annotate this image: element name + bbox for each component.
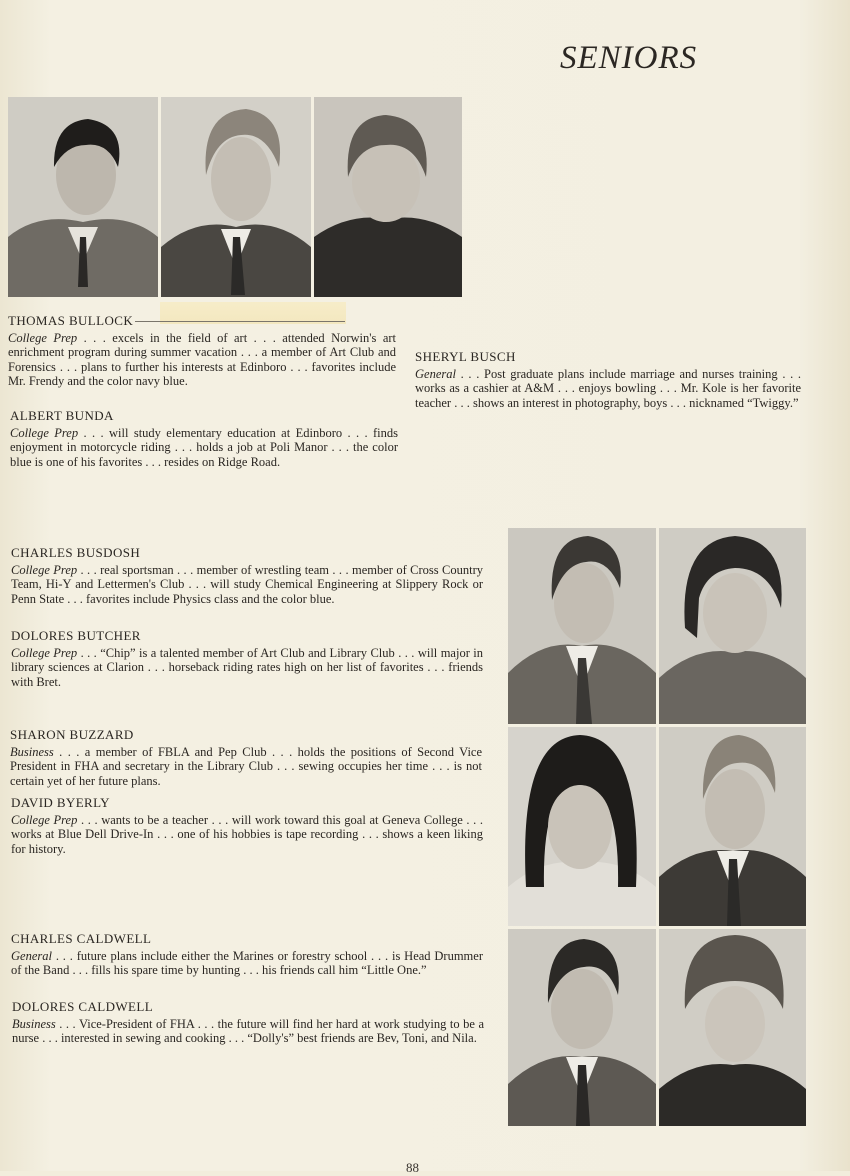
bio-albert-bunda: ALBERT BUNDA College Prep . . . will study elementary education at Edinboro . . . finds enjoyment in motorcycle riding . . . holds a job at Poli Manor . . . the color blue is one of his favorites . . . resides on Ridge Road. <box>10 408 399 469</box>
course-label: General <box>415 366 456 381</box>
bio-text: Vice-President of FHA . . . the future will find her hard at work studying to be a nurse . . . interested in sewing and cooking . . . “Dolly's” best friends are Bev, Toni, and Nila. <box>12 1016 484 1045</box>
student-name: DOLORES CALDWELL <box>12 999 154 1014</box>
student-name: DAVID BYERLY <box>11 795 110 810</box>
course-label: College Prep <box>11 645 78 660</box>
bio-text: wants to be a teacher . . . will work toward this goal at Geneva College . . . works at Blue Dell Drive-In . . . one of his hobbies is tape recording . . . shows a keen liking for history. <box>11 812 484 856</box>
student-name: CHARLES BUSDOSH <box>11 545 141 560</box>
course-label: General <box>11 948 52 963</box>
student-name: CHARLES CALDWELL <box>11 931 152 946</box>
bio-text: future plans include either the Marines or forestry school . . . is Head Drummer of the Band . . . fills his spare time by hunting . . . his friends call him “Little One.” <box>11 948 483 977</box>
course-label: Business <box>12 1016 56 1031</box>
bio-text: excels in the field of art . . . attended Norwin's art enrichment program during summer vacation . . . a member of Art Club and Forensics . . . plans to further his interests at Edinboro . . . favorites include Mr. Frendy and the color navy blue. <box>8 330 397 388</box>
page-number: 88 <box>406 1160 419 1175</box>
student-name: SHERYL BUSCH <box>415 349 516 364</box>
student-name: DOLORES BUTCHER <box>11 628 141 643</box>
course-label: College Prep <box>10 425 79 440</box>
portrait-charles-busdosh <box>508 528 656 724</box>
portrait-sharon-buzzard <box>508 727 656 926</box>
bio-charles-caldwell: CHARLES CALDWELL General . . . future plans include either the Marines or forestry school . . . is Head Drummer of the Band . . . fills his spare time by hunting . . . his friends call him “Little One.” <box>11 931 483 977</box>
bio-sheryl-busch: SHERYL BUSCH General . . . Post graduate plans include marriage and nurses training . . . works as a cashier at A&M . . . enjoys bowling . . . Mr. Kole is her favorite teacher . . . shows an interest in photography, boys . . . nicknamed “Twiggy.” <box>415 349 802 410</box>
page-title: SENIORS <box>560 40 698 76</box>
portrait-david-byerly <box>659 727 806 926</box>
bio-thomas-bullock: THOMAS BULLOCK College Prep . . . excels in the field of art . . . attended Norwin's art enrichment program during summer vacation . . . a member of Art Club and Forensics . . . plans to further his interests at Edinboro . . . favorites include Mr. Frendy and the color navy blue. <box>8 313 397 388</box>
bio-david-byerly: DAVID BYERLY College Prep . . . wants to be a teacher . . . will work toward this goal at Geneva College . . . works at Blue Dell Drive-In . . . one of his hobbies is tape recording . . . shows a keen liking for history. <box>11 795 484 856</box>
portrait-dolores-butcher <box>659 528 806 724</box>
portrait-sheryl-busch <box>314 97 462 297</box>
student-name: THOMAS BULLOCK <box>8 313 134 328</box>
course-label: College Prep <box>11 562 78 577</box>
bio-charles-busdosh: CHARLES BUSDOSH College Prep . . . real sportsman . . . member of wrestling team . . . member of Cross Country Team, Hi-Y and Lettermen's Club . . . will study Chemical Engineering at Slippery Rock or Penn State . . . favorites include Physics class and the color blue. <box>11 545 483 606</box>
bio-dolores-caldwell: DOLORES CALDWELL Business . . . Vice-President of FHA . . . the future will find her hard at work studying to be a nurse . . . interested in sewing and cooking . . . “Dolly's” best friends are Bev, Toni, and Nila. <box>12 999 484 1045</box>
bio-text: Post graduate plans include marriage and nurses training . . . works as a cashier at A&M . . . enjoys bowling . . . Mr. Kole is her favorite teacher . . . shows an interest in photography, boys . . . nicknamed “Twiggy.” <box>415 366 802 410</box>
portrait-dolores-caldwell <box>659 929 806 1126</box>
course-label: Business <box>10 744 54 759</box>
portrait-albert-bunda <box>161 97 311 297</box>
student-name: SHARON BUZZARD <box>10 727 134 742</box>
portrait-charles-caldwell <box>508 929 656 1126</box>
course-label: College Prep <box>11 812 78 827</box>
portrait-thomas-bullock <box>8 97 158 297</box>
bio-text: real sportsman . . . member of wrestling team . . . member of Cross Country Team, Hi-Y and Lettermen's Club . . . will study Chemical Engineering at Slippery Rock or Penn State . . . favorites include Physics class and the color blue. <box>11 562 483 606</box>
bio-sharon-buzzard: SHARON BUZZARD Business . . . a member of FBLA and Pep Club . . . holds the positions of Second Vice President in FHA and secretary in the Library Club . . . sewing occupies her time . . . is not certain yet of her future plans. <box>10 727 483 788</box>
bio-dolores-butcher: DOLORES BUTCHER College Prep . . . “Chip” is a talented member of Art Club and Library Club . . . will major in library sciences at Clarion . . . horseback riding rates high on her list of favorites . . . friends with Bret. <box>11 628 483 689</box>
course-label: College Prep <box>8 330 78 345</box>
bio-text: will study elementary education at Edinboro . . . finds enjoyment in motorcycle riding . . . holds a job at Poli Manor . . . the color blue is one of his favorites . . . resides on Ridge Road. <box>10 425 399 469</box>
bio-text: a member of FBLA and Pep Club . . . holds the positions of Second Vice President in FHA and secretary in the Library Club . . . sewing occupies her time . . . is not certain yet of her future plans. <box>10 744 483 788</box>
bio-text: “Chip” is a talented member of Art Club and Library Club . . . will major in library sciences at Clarion . . . horseback riding rates high on her list of favorites . . . friends with Bret. <box>11 645 483 689</box>
student-name: ALBERT BUNDA <box>10 408 114 423</box>
